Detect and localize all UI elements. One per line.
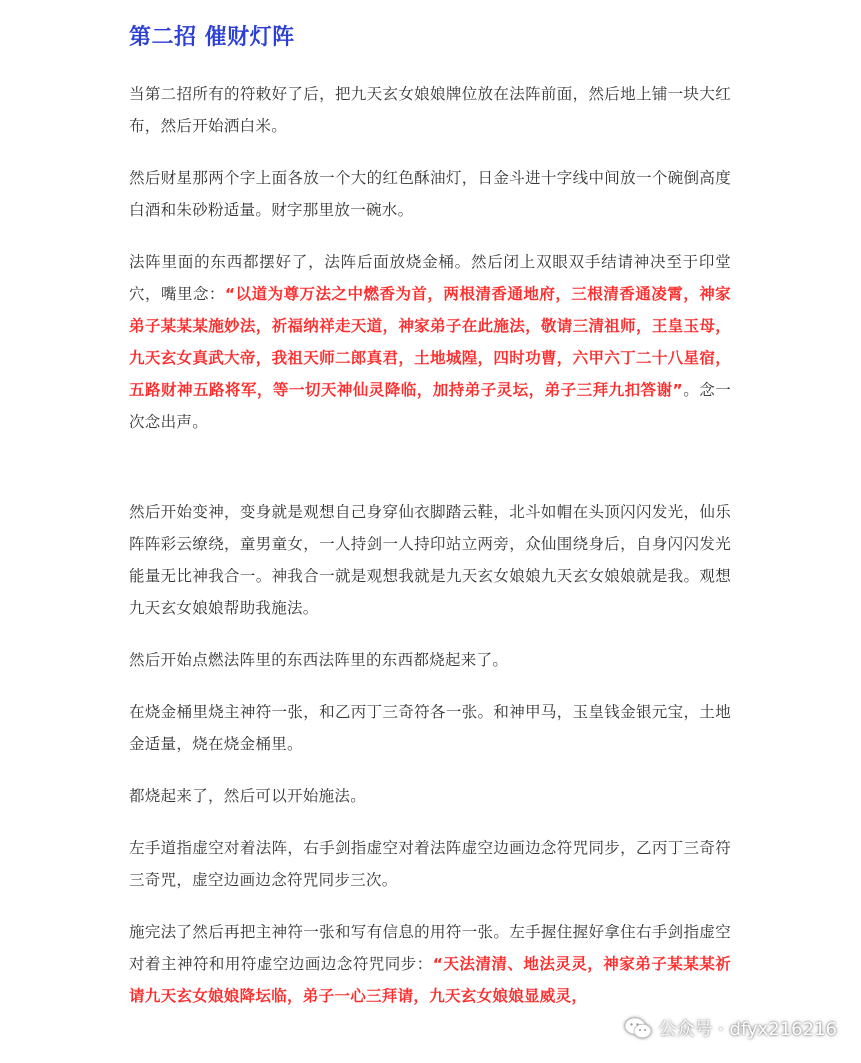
section-title: 第二招 催财灯阵	[129, 25, 295, 50]
paragraph-4: 然后开始变神，变身就是观想自己身穿仙衣脚踏云鞋，北斗如帽在头顶闪闪发光，仙乐阵阵彩云缭绕，童男童女，一人持剑一人持印站立两旁，众仙围绕身后，自身闪闪发光能量无比神我合一。神我合一就是观想我就是九天玄女娘娘九天玄女娘娘就是我。观想九天玄女娘娘帮助我施法。	[129, 503, 731, 617]
paragraph-1: 当第二招所有的符敕好了后，把九天玄女娘娘牌位放在法阵前面，然后地上铺一块大红布，然后开始洒白米。	[129, 85, 731, 135]
paragraph-3-tail: 。念一次念出声。	[129, 381, 731, 431]
incantation-text-2: “天法清清、地法灵灵，神家弟子某某某祈请九天玄女娘娘降坛临，弟子一心三拜请，九天玄女娘娘显威灵，	[129, 955, 731, 1005]
paragraph-9	[129, 916, 731, 1012]
paragraph-3	[129, 246, 731, 438]
paragraph-spacer	[129, 458, 731, 496]
paragraph-3-text: 法阵里面的东西都摆好了，法阵后面放烧金桶。然后闭上双眼双手结请神决至于印堂穴，嘴里念：	[129, 253, 731, 303]
incantation-text: “以道为尊万法之中燃香为首，两根清香通地府，三根清香通凌霄，神家弟子某某某施妙法，祈福纳祥走天道，神家弟子在此施法，敬请三清祖师，王皇玉母，九天玄女真武大帝，我祖天师二郎真君，土地城隍，四时功曹，六甲六丁二十八星宿，五路财神五路将军，等一切天神仙灵降临，加持弟子灵坛，弟子三拜九扣答谢”	[129, 285, 731, 399]
wechat-icon	[624, 1017, 652, 1039]
watermark-text: 公众号 · dfyx216216	[658, 1019, 837, 1040]
paragraph-6: 在烧金桶里烧主神符一张，和乙丙丁三奇符各一张。和神甲马，玉皇钱金银元宝，土地金适量，烧在烧金桶里。	[129, 703, 731, 753]
paragraph-7: 都烧起来了，然后可以开始施法。	[129, 787, 367, 805]
paragraph-9-text: 施完法了然后再把主神符一张和写有信息的用符一张。左手握住握好拿住右手剑指虚空对着主神符和用符虚空边画边念符咒同步：	[129, 923, 731, 973]
watermark	[624, 1015, 837, 1041]
paragraph-8: 左手道指虚空对着法阵，右手剑指虚空对着法阵虚空边画边念符咒同步，乙丙丁三奇符三奇咒，虚空边画边念符咒同步三次。	[129, 839, 731, 889]
paragraph-2: 然后财星那两个字上面各放一个大的红色酥油灯，日金斗进十字线中间放一个碗倒高度白酒和朱砂粉适量。财字那里放一碗水。	[129, 169, 731, 219]
paragraph-5: 然后开始点燃法阵里的东西法阵里的东西都烧起来了。	[129, 651, 509, 669]
article	[129, 22, 731, 1032]
